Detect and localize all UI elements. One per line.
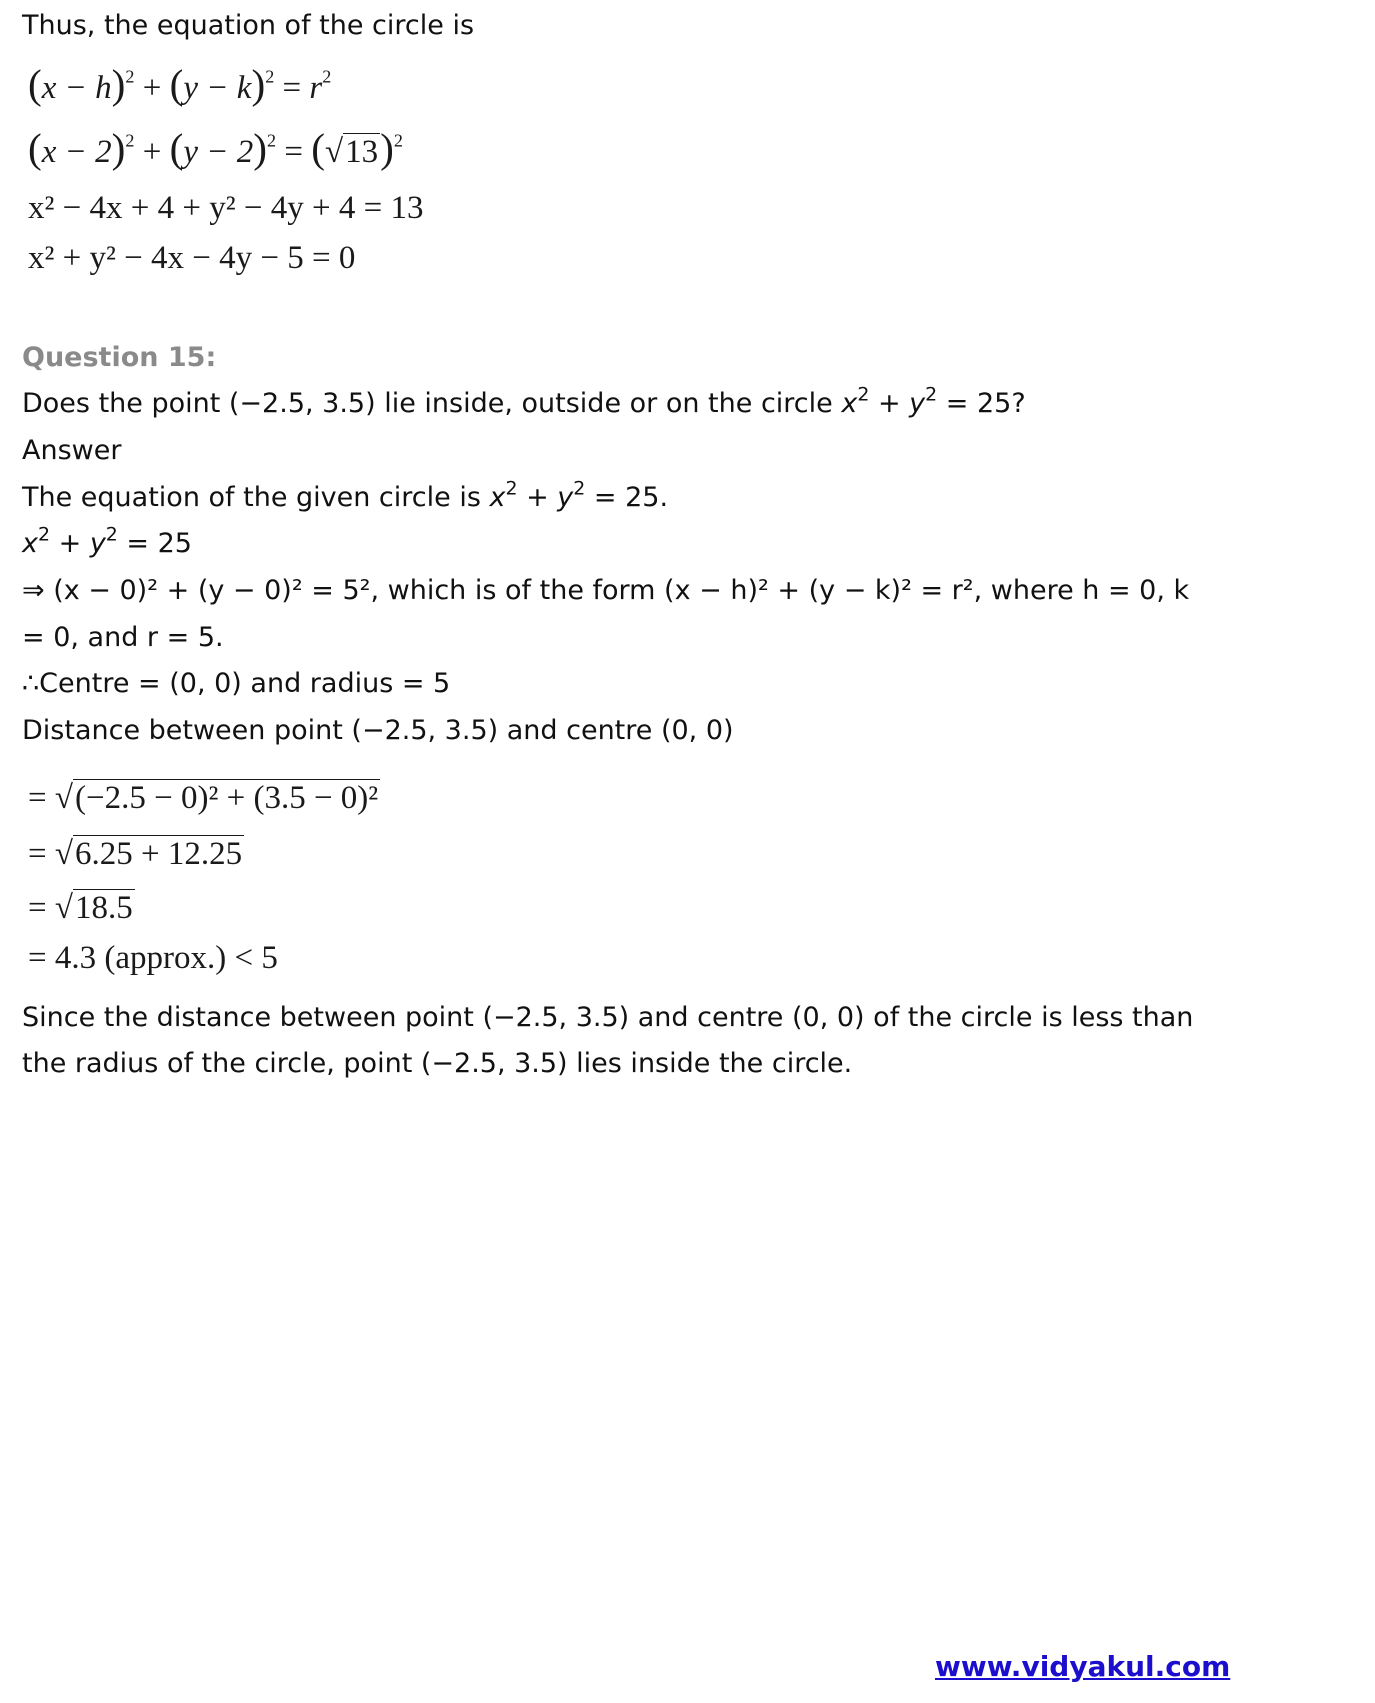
intro-text: Thus, the equation of the circle is (22, 10, 475, 41)
conclusion-line-1: Since the distance between point (−2.5, 3.5) and centre (0, 0) of the circle is less than (22, 1002, 1194, 1033)
equation-expanded: x² − 4x + 4 + y² − 4y + 4 = 13 (28, 190, 424, 226)
distance-calc-3: = √18.5 (28, 890, 133, 926)
distance-calc-1: = √(−2.5 − 0)² + (3.5 − 0)² (28, 780, 379, 816)
eq2-term-b: y − 2 (183, 134, 254, 170)
solution-line-4: = 0, and r = 5. (22, 622, 224, 653)
solution-line-1: The equation of the given circle is $x^2 + y^2 = 25$. (22, 477, 669, 513)
eq2-radicand: 13 (345, 134, 379, 170)
calc2-radicand: 6.25 + 12.25 (75, 836, 243, 872)
distance-calc-4: = 4.3 (approx.) < 5 (28, 940, 278, 976)
distance-calc-2: = √6.25 + 12.25 (28, 836, 243, 872)
eq1-term-b: y − k (183, 70, 252, 106)
calc1-radicand: (−2.5 − 0)² + (3.5 − 0)² (75, 780, 379, 816)
answer-label: Answer (22, 435, 122, 466)
equation-general-form: $(x - h)^2 + (y - k)^2 = r^2$ (28, 61, 332, 107)
conclusion-line-2: the radius of the circle, point (−2.5, 3.5) lies inside the circle. (22, 1048, 853, 1079)
equation-substituted: $(x - 2)^2 + (y - 2)^2 = (√13)^2$ (28, 125, 403, 171)
eq2-term-a: x − 2 (41, 134, 112, 170)
eq1-rhs: r (309, 70, 323, 106)
solution-line-2: $x^2 + y^2 = 25$ (22, 523, 192, 559)
footer-website-link[interactable]: www.vidyakul.com (935, 1650, 1231, 1683)
calc3-radicand: 18.5 (75, 890, 133, 926)
equation-final: x² + y² − 4x − 4y − 5 = 0 (28, 240, 356, 276)
solution-line-6: Distance between point (−2.5, 3.5) and centre (0, 0) (22, 715, 734, 746)
question-text: Does the point (−2.5, 3.5) lie inside, outside or on the circle $x^2 + y^2 = 25$? (22, 383, 1026, 419)
solution-line-5: ∴Centre = (0, 0) and radius = 5 (22, 668, 451, 699)
solution-line-3: ⇒ (x − 0)² + (y − 0)² = 5², which is of the form (x − h)² + (y − k)² = r², where h = 0, k (22, 575, 1190, 606)
eq1-term-a: x − h (41, 70, 112, 106)
question-heading: Question 15: (22, 342, 217, 373)
